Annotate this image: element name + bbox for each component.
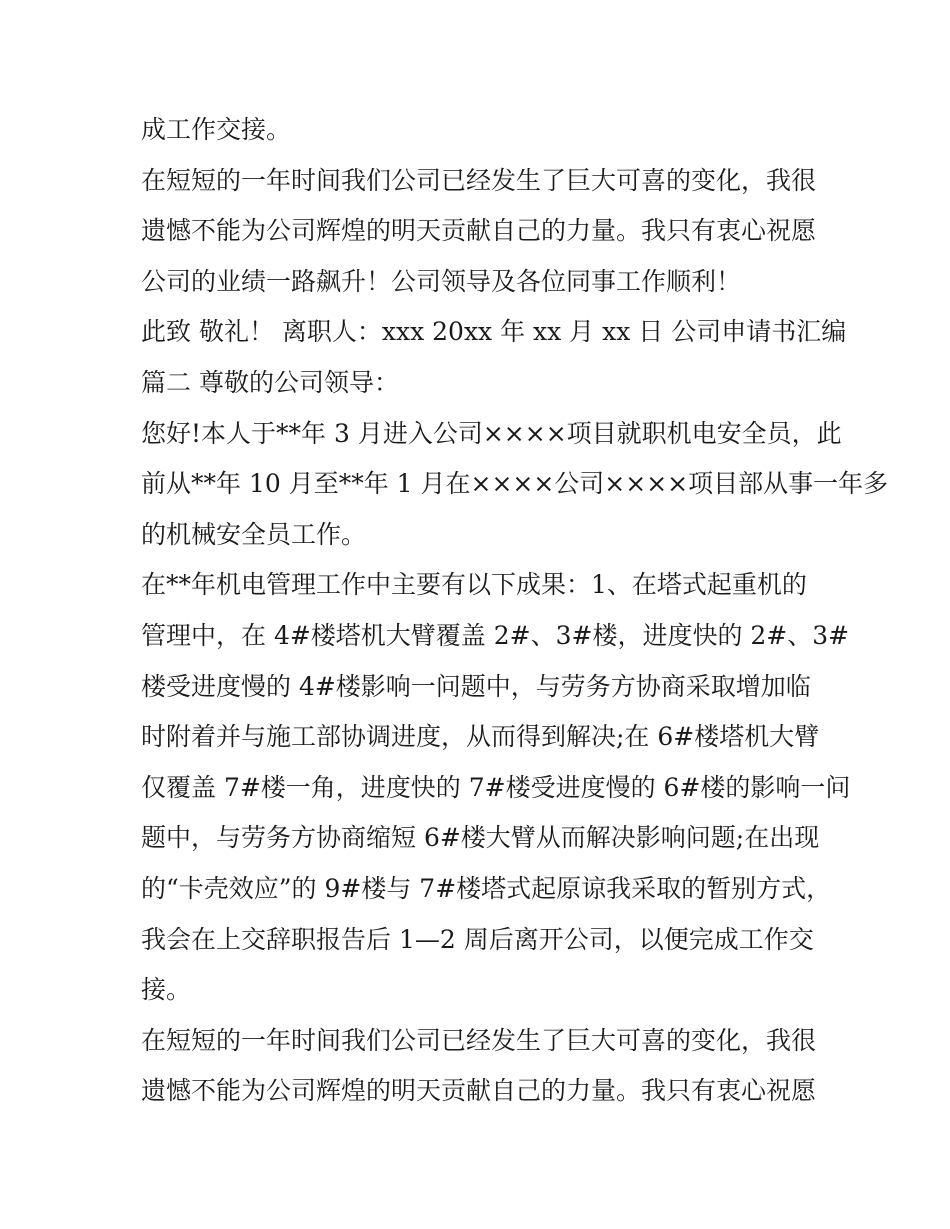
text-line: 篇二 尊敬的公司领导： xyxy=(141,367,399,397)
text-line: 管理中，在 4#楼塔机大臂覆盖 2#、3#楼，进度快的 2#、3# xyxy=(141,620,850,650)
text-line: 的“卡壳效应”的 9#楼与 7#楼塔式起原谅我采取的暂别方式， xyxy=(141,873,832,903)
text-line: 楼受进度慢的 4#楼影响一问题中，与劳务方协商采取增加临 xyxy=(141,671,811,701)
text-line: 的机械安全员工作。 xyxy=(141,519,367,549)
text-line: 在短短的一年时间我们公司已经发生了巨大可喜的变化，我很 xyxy=(141,1025,817,1055)
text-line: 此致 敬礼！ 离职人：xxx 20xx 年 xx 月 xx 日 公司申请书汇编 xyxy=(141,317,847,347)
text-line: 您好!本人于**年 3 月进入公司××××项目就职机电安全员，此 xyxy=(141,418,842,448)
text-line: 前从**年 10 月至**年 1 月在××××公司××××项目部从事一年多 xyxy=(141,469,889,499)
text-line: 题中，与劳务方协商缩短 6#楼大臂从而解决影响问题;在出现 xyxy=(141,823,820,853)
text-line: 我会在上交辞职报告后 1—2 周后离开公司，以便完成工作交 xyxy=(141,924,814,954)
text-line: 成工作交接。 xyxy=(141,115,292,144)
text-line: 仅覆盖 7#楼一角，进度快的 7#楼受进度慢的 6#楼的影响一问 xyxy=(141,772,851,802)
document-body xyxy=(141,105,889,1117)
text-line: 遗憾不能为公司辉煌的明天贡献自己的力量。我只有衷心祝愿 xyxy=(141,216,817,246)
text-line: 在短短的一年时间我们公司已经发生了巨大可喜的变化，我很 xyxy=(141,165,817,195)
text-line: 在**年机电管理工作中主要有以下成果：1、在塔式起重机的 xyxy=(141,570,807,600)
text-line: 公司的业绩一路飙升！公司领导及各位同事工作顺利！ xyxy=(141,266,742,296)
text-line: 遗憾不能为公司辉煌的明天贡献自己的力量。我只有衷心祝愿 xyxy=(141,1076,817,1106)
text-line: 时附着并与施工部协调进度，从而得到解决;在 6#楼塔机大臂 xyxy=(141,722,820,752)
text-line: 接。 xyxy=(141,975,192,1005)
